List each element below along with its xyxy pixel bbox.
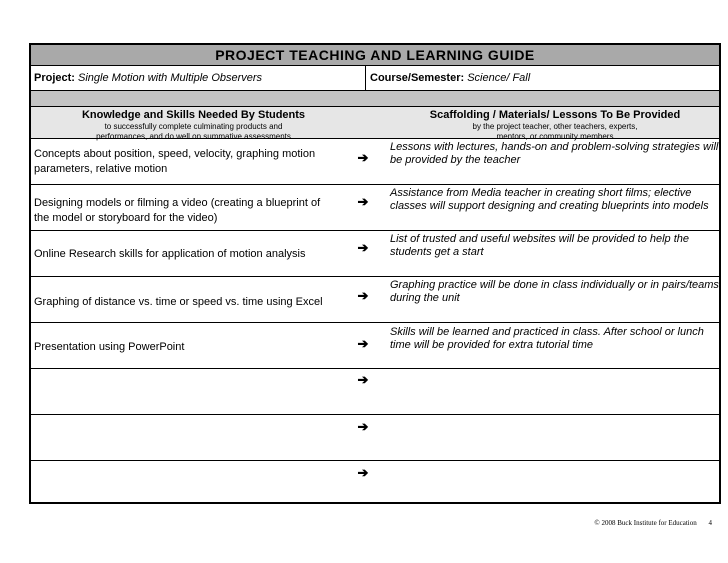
table-row — [31, 277, 719, 323]
teaching-learning-guide-table — [29, 43, 721, 504]
column-header-row — [31, 107, 719, 139]
table-row — [31, 461, 719, 504]
arrow-right-icon: ➔ — [357, 150, 369, 165]
scaffolding-header — [387, 107, 723, 141]
scaffolding-title: Scaffolding / Materials/ Lessons To Be Provided — [429, 109, 681, 121]
copyright-text: © 2008 Buck Institute for Education — [594, 519, 697, 527]
table-row — [31, 139, 719, 185]
project-value: Single Motion with Multiple Observers — [78, 72, 263, 84]
knowledge-skills-title: Knowledge and Skills Needed By Students — [81, 109, 306, 121]
arrow-right-icon: ➔ — [357, 288, 369, 303]
scaffold-cell: Graphing practice will be done in class individually or in pairs/teams during the unit — [390, 279, 719, 304]
project-info-row — [31, 66, 719, 91]
arrow-right-icon: ➔ — [357, 419, 369, 434]
scaffolding-subtitle-1: by the project teacher, other teachers, experts, — [472, 122, 638, 131]
scaffold-cell: Lessons with lectures, hands-on and problem-solving strategies will be provided by the teacher — [390, 141, 719, 166]
scaffold-cell: List of trusted and useful websites will be provided to help the students get a start — [390, 233, 690, 258]
knowledge-skills-subtitle-2: performances, and do well on summative assessments — [96, 132, 291, 141]
skill-cell: Concepts about position, speed, velocity, graphing motion parameters, relative motion — [34, 148, 316, 175]
table-row — [31, 323, 719, 369]
knowledge-skills-subtitle-1: to successfully complete culminating products and — [104, 122, 283, 131]
project-label: Project: — [34, 72, 75, 84]
scaffold-cell: Assistance from Media teacher in creating short films; elective classes will support designing and creating blueprints into models — [390, 187, 709, 212]
spacer-row — [31, 91, 719, 107]
course-label: Course/Semester: — [370, 72, 465, 84]
table-row — [31, 369, 719, 415]
scaffold-cell: Skills will be learned and practiced in class. After school or lunch time will be provided for extra tutorial time — [390, 326, 704, 351]
arrow-right-icon: ➔ — [357, 465, 369, 480]
skill-cell: Online Research skills for application of motion analysis — [34, 248, 306, 260]
table-row — [31, 415, 719, 461]
table-row — [31, 185, 719, 231]
skill-cell: Designing models or filming a video (creating a blueprint of the model or storyboard for the video) — [34, 197, 321, 224]
knowledge-skills-header — [31, 107, 356, 141]
arrow-right-icon: ➔ — [357, 336, 369, 351]
course-cell — [366, 66, 721, 90]
page-footer — [0, 519, 712, 527]
arrow-right-icon: ➔ — [357, 372, 369, 387]
scaffolding-subtitle-2: mentors, or community members — [496, 132, 614, 141]
project-cell — [31, 66, 366, 90]
table-row — [31, 231, 719, 277]
guide-title-row — [31, 45, 719, 66]
page-number: 4 — [708, 519, 712, 527]
arrow-right-icon: ➔ — [357, 194, 369, 209]
skill-cell: Presentation using PowerPoint — [34, 341, 185, 353]
course-value: Science/ Fall — [467, 72, 531, 84]
arrow-right-icon: ➔ — [357, 240, 369, 255]
guide-title: PROJECT TEACHING AND LEARNING GUIDE — [215, 47, 535, 63]
skill-cell: Graphing of distance vs. time or speed vs. time using Excel — [34, 296, 323, 308]
